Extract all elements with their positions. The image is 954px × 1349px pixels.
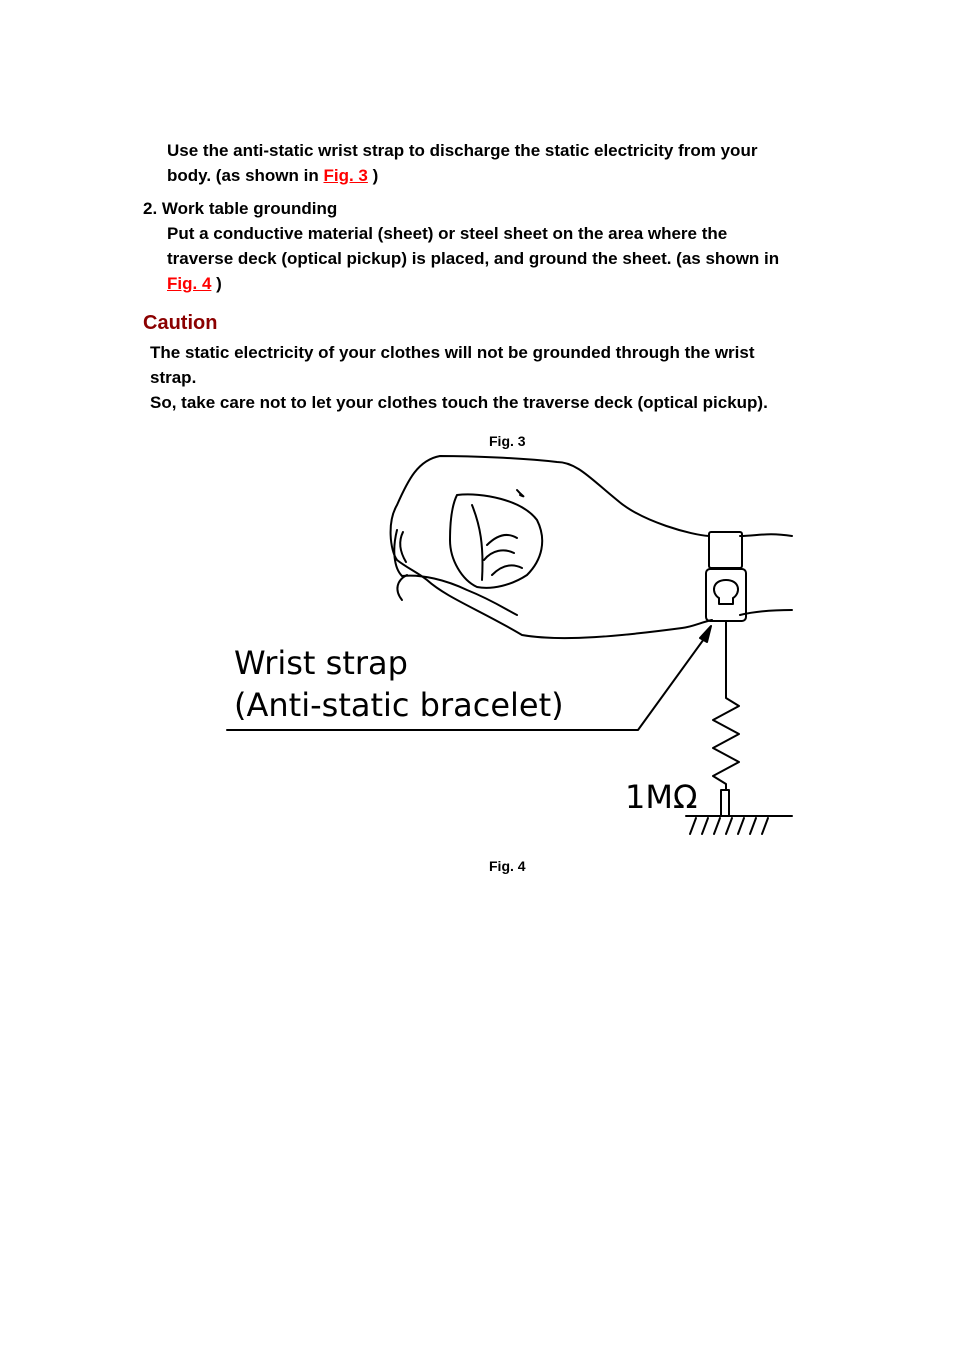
caution-line3: So, take care not to let your clothes touch the traverse deck (optical pickup). xyxy=(150,393,768,412)
step2-paragraph xyxy=(167,221,779,296)
step2-heading: 2. Work table grounding xyxy=(143,199,338,218)
caution-heading: Caution xyxy=(143,312,218,334)
step1-line2 xyxy=(167,163,757,188)
fig3-link[interactable]: Fig. 3 xyxy=(323,166,368,185)
resistor-label: 1MΩ xyxy=(625,778,698,816)
strap-label-line2: (Anti-static bracelet) xyxy=(234,686,564,724)
step1-paragraph xyxy=(167,138,757,188)
fig4-caption: Fig. 4 xyxy=(489,858,526,874)
step1-line1: Use the anti-static wrist strap to discharge the static electricity from your xyxy=(167,141,758,160)
resistor-wire xyxy=(713,621,739,790)
ground-terminal xyxy=(721,790,729,816)
pointer-arrow xyxy=(700,626,711,642)
step1-suffix: ) xyxy=(367,166,379,185)
strap-label-line1: Wrist strap xyxy=(234,644,408,682)
caution-line1: The static electricity of your clothes will not be grounded through the wrist xyxy=(150,343,755,362)
caution-paragraph xyxy=(150,340,768,415)
clip-keyhole xyxy=(714,580,738,604)
bracelet-upper-block xyxy=(709,532,742,568)
step2-line2: traverse deck (optical pickup) is placed, and ground the sheet. (as shown in xyxy=(167,249,780,268)
thumb xyxy=(394,530,517,615)
step2-line3 xyxy=(167,271,779,296)
step2-line1: Put a conductive material (sheet) or steel sheet on the area where the xyxy=(167,224,728,243)
wrist-strap-diagram xyxy=(222,450,802,850)
fig3-caption: Fig. 3 xyxy=(489,433,526,449)
caution-line2: strap. xyxy=(150,368,197,387)
fig4-link[interactable]: Fig. 4 xyxy=(167,274,212,293)
bracelet-clip xyxy=(706,569,746,621)
step2-suffix: ) xyxy=(211,274,222,293)
step1-line2-text: body. (as shown in xyxy=(167,166,324,185)
ground-hatch xyxy=(690,818,768,834)
finger-curls xyxy=(450,494,542,587)
